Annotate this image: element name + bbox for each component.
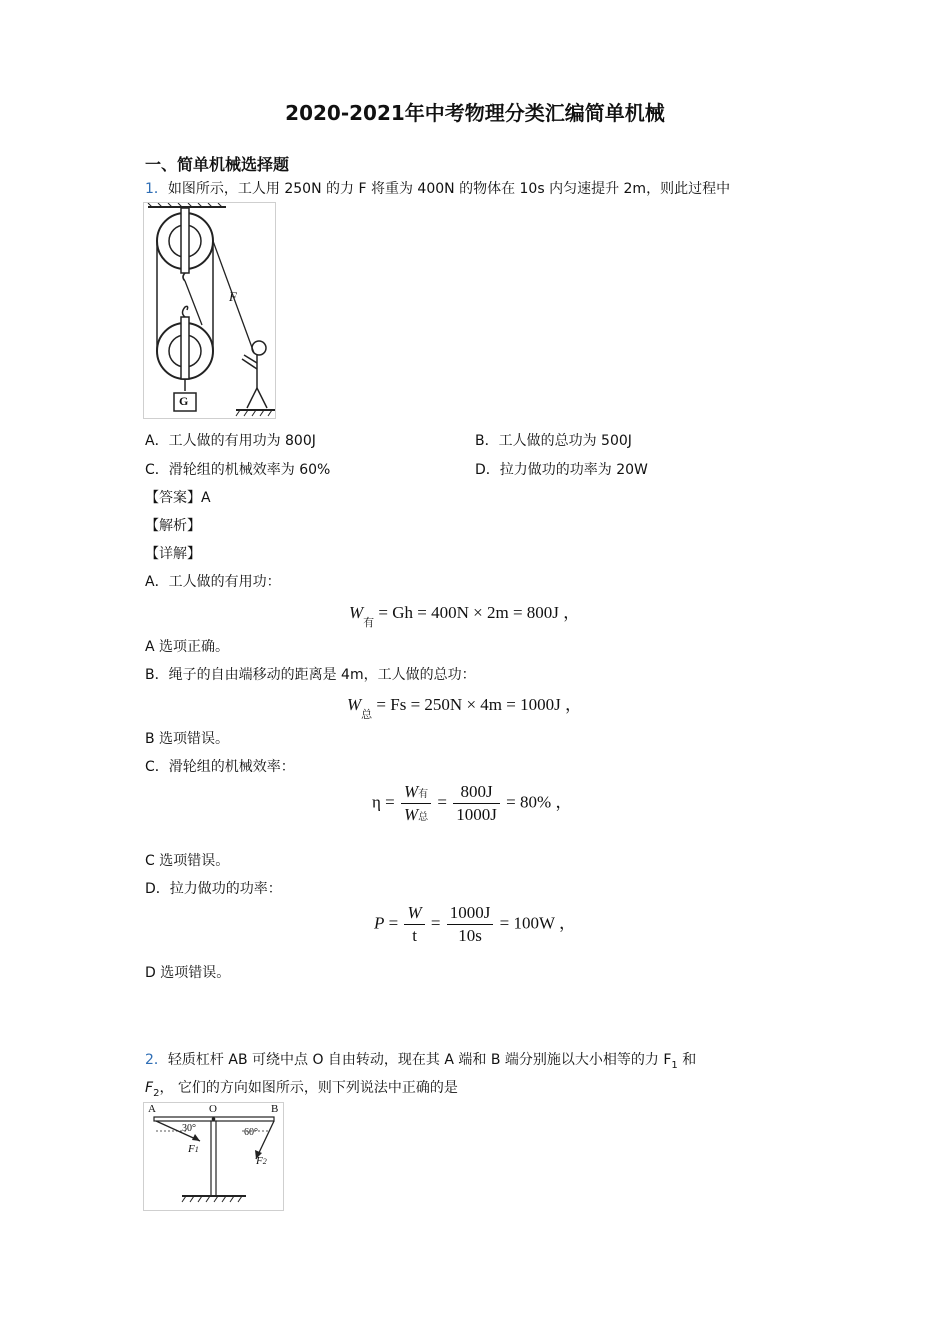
question-1-stem: [145, 178, 730, 198]
force-label: F: [229, 289, 237, 304]
part-d-result: D 选项错误。: [145, 965, 231, 981]
formula-efficiency: η = $\frac{\text{W有}}{\text{W总}}$ = $\frac{800J}{1000J}$ = 80% ，: [372, 782, 573, 824]
question-1-number: 1．: [145, 181, 168, 197]
power-fraction-numeric: $\frac{1000J}{10s}$: [447, 903, 494, 946]
part-d-intro: D．拉力做功的功率：: [145, 881, 282, 897]
point-a-label: A: [148, 1103, 156, 1115]
pulley-figure: [143, 202, 276, 419]
lever-figure: [143, 1102, 284, 1211]
part-a-result: A 选项正确。: [145, 639, 230, 655]
load-label: G: [179, 394, 189, 408]
question-2-stem-line1: 2．轻质杠杆 AB 可绕中点 O 自由转动，现在其 A 端和 B 端分别施以大小相等的力 $F_1$ 和: [145, 1052, 697, 1071]
force-f2-label: F2: [256, 1155, 267, 1167]
efficiency-fraction-numeric: $\frac{800J}{1000J}$: [453, 782, 500, 825]
document-title: 2020-2021年中考物理分类汇编简单机械: [285, 101, 665, 125]
option-c: C．滑轮组的机械效率为 60%: [145, 462, 331, 478]
option-a: A．工人做的有用功为 800J: [145, 433, 316, 449]
detail-label: 【详解】: [145, 546, 201, 562]
formula-useful-work: $W_有 = Gh = 400N \times 2m = 800J$ ，: [349, 603, 581, 629]
analysis-label: 【解析】: [145, 518, 201, 534]
question-2-number: 2．: [145, 1052, 168, 1068]
angle-30-label: 30°: [182, 1123, 196, 1134]
part-c-intro: C．滑轮组的机械效率：: [145, 759, 295, 775]
efficiency-fraction-symbolic: $\frac{\text{W有}}{\text{W总}}$: [401, 782, 431, 825]
formula-power: P = $\frac{W}{t}$ = $\frac{1000J}{10s}$ = 100W ，: [374, 903, 576, 945]
force-f1-label: F1: [188, 1143, 199, 1155]
question-2-stem-line2: $F_2$， 它们的方向如图所示，则下列说法中正确的是: [145, 1080, 458, 1099]
formula-total-work: $W_总 = Fs = 250N \times 4m = 1000J$ ，: [347, 695, 582, 721]
angle-60-label: 60°: [244, 1127, 258, 1138]
part-b-intro: B．绳子的自由端移动的距离是 4m，工人做的总功：: [145, 667, 476, 683]
part-b-result: B 选项错误。: [145, 731, 230, 747]
point-o-label: O: [209, 1103, 217, 1115]
section-heading: 一、简单机械选择题: [145, 155, 290, 174]
question-1-text: 如图所示，工人用 250N 的力 F 将重为 400N 的物体在 10s 内匀速提升 2m，则此过程中: [167, 181, 731, 197]
pulley-diagram: [144, 203, 275, 418]
part-c-result: C 选项错误。: [145, 853, 230, 869]
part-a-intro: A．工人做的有用功：: [145, 574, 281, 590]
option-d: D．拉力做功的功率为 20W: [475, 462, 648, 478]
point-b-label: B: [271, 1103, 279, 1115]
answer-line: 【答案】A: [145, 490, 211, 506]
power-fraction-symbolic: $\frac{W}{t}$: [404, 903, 424, 946]
option-b: B．工人做的总功为 500J: [475, 433, 632, 449]
